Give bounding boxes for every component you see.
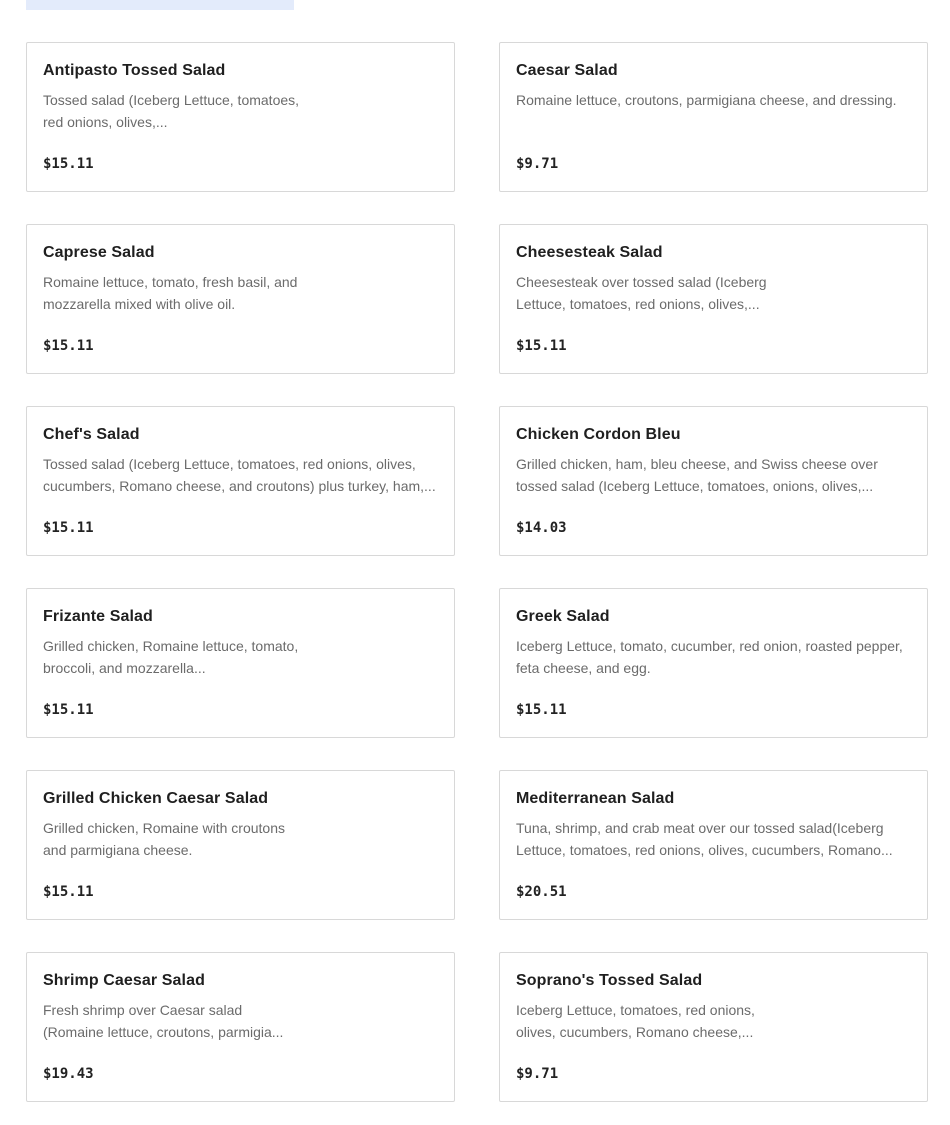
menu-item-description: Tossed salad (Iceberg Lettuce, tomatoes, red onions, olives,... <box>43 92 300 130</box>
menu-item-card[interactable] <box>499 224 928 374</box>
menu-item-grid <box>26 42 928 1102</box>
menu-item-price: $15.11 <box>43 702 94 718</box>
menu-item-description: Grilled chicken, ham, bleu cheese, and Swiss cheese over tossed salad (Iceberg Lettuce, tomatoes, onions, olives,... <box>516 456 878 494</box>
category-tab-highlight <box>26 0 294 10</box>
menu-item-name: Shrimp Caesar Salad <box>43 972 205 989</box>
menu-item-card[interactable] <box>499 406 928 556</box>
menu-item-price: $15.11 <box>43 156 94 172</box>
menu-item-name: Soprano's Tossed Salad <box>516 972 703 989</box>
menu-item-name: Antipasto Tossed Salad <box>43 62 226 79</box>
menu-item-name: Mediterranean Salad <box>516 790 675 807</box>
menu-item-card[interactable] <box>26 42 455 192</box>
menu-item-name: Frizante Salad <box>43 608 153 625</box>
menu-item-price: $9.71 <box>516 1066 559 1082</box>
menu-item-card[interactable] <box>499 952 928 1102</box>
menu-item-card[interactable] <box>499 770 928 920</box>
menu-item-name: Chef's Salad <box>43 426 140 443</box>
menu-item-price: $15.11 <box>43 338 94 354</box>
menu-item-name: Caprese Salad <box>43 244 155 261</box>
menu-item-description: Tossed salad (Iceberg Lettuce, tomatoes, red onions, olives, cucumbers, Romano cheese, and croutons) plus turkey, ham,... <box>43 456 436 494</box>
menu-item-description: Iceberg Lettuce, tomatoes, red onions, olives, cucumbers, Romano cheese,... <box>516 1002 755 1040</box>
menu-item-description: Grilled chicken, Romaine with croutons and parmigiana cheese. <box>43 820 285 858</box>
menu-item-card[interactable] <box>499 42 928 192</box>
menu-item-card[interactable] <box>26 406 455 556</box>
menu-item-price: $15.11 <box>43 520 94 536</box>
menu-item-name: Cheesesteak Salad <box>516 244 663 261</box>
menu-item-card[interactable] <box>499 588 928 738</box>
menu-item-name: Caesar Salad <box>516 62 618 79</box>
menu-item-name: Greek Salad <box>516 608 610 625</box>
menu-item-description: Romaine lettuce, croutons, parmigiana cheese, and dressing. <box>516 92 897 108</box>
menu-item-description: Grilled chicken, Romaine lettuce, tomato, broccoli, and mozzarella... <box>43 638 299 676</box>
menu-item-card[interactable] <box>26 588 455 738</box>
menu-item-description: Cheesesteak over tossed salad (Iceberg Lettuce, tomatoes, red onions, olives,... <box>516 274 767 312</box>
menu-item-name: Chicken Cordon Bleu <box>516 426 681 443</box>
menu-item-description: Iceberg Lettuce, tomato, cucumber, red onion, roasted pepper, feta cheese, and egg. <box>516 638 903 676</box>
menu-item-description: Fresh shrimp over Caesar salad (Romaine lettuce, croutons, parmigia... <box>43 1002 284 1040</box>
menu-item-price: $15.11 <box>43 884 94 900</box>
menu-item-card[interactable] <box>26 770 455 920</box>
menu-item-description: Tuna, shrimp, and crab meat over our tossed salad(Iceberg Lettuce, tomatoes, red onions, olives, cucumbers, Romano... <box>516 820 893 858</box>
menu-item-price: $20.51 <box>516 884 567 900</box>
menu-item-card[interactable] <box>26 952 455 1102</box>
menu-item-price: $9.71 <box>516 156 559 172</box>
menu-item-card[interactable] <box>26 224 455 374</box>
menu-item-name: Grilled Chicken Caesar Salad <box>43 790 269 807</box>
menu-item-price: $15.11 <box>516 338 567 354</box>
menu-item-description: Romaine lettuce, tomato, fresh basil, and mozzarella mixed with olive oil. <box>43 274 298 312</box>
menu-item-price: $15.11 <box>516 702 567 718</box>
menu-item-price: $19.43 <box>43 1066 94 1082</box>
menu-item-price: $14.03 <box>516 520 567 536</box>
